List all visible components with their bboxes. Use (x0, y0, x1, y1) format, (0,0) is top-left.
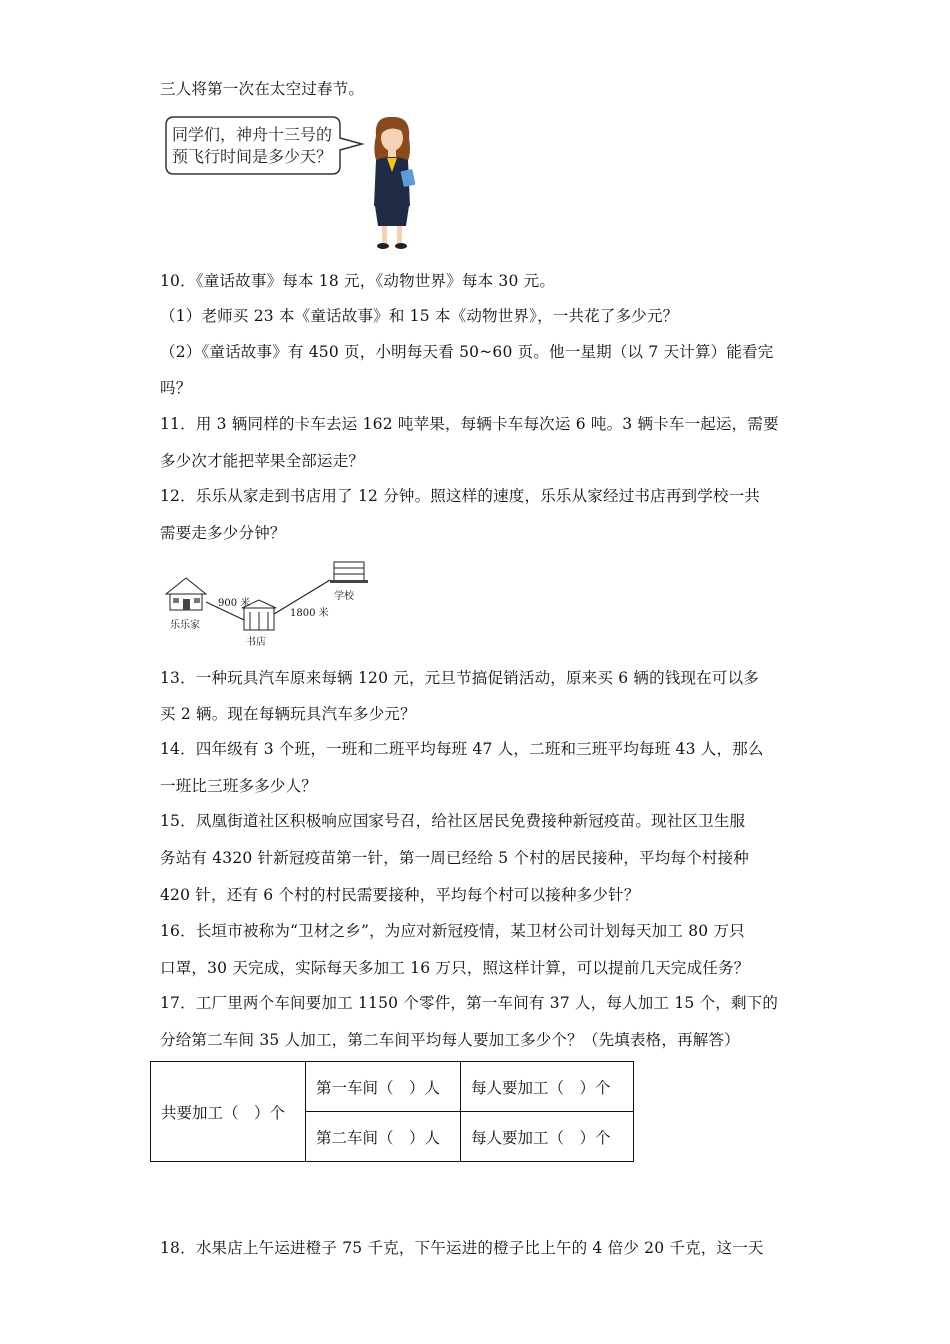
speech-bubble (164, 116, 374, 178)
q15-line1: 15．凤凰街道社区积极响应国家号召，给社区居民免费接种新冠疫苗。现社区卫生服 (160, 812, 746, 830)
q12-line2: 需要走多少分钟？ (160, 524, 286, 542)
q18-line1: 18．水果店上午运进橙子 75 千克，下午运进的橙子比上午的 4 倍少 20 千克，这一天 (160, 1239, 764, 1257)
route-map (164, 556, 374, 648)
fill-in-table (150, 1061, 634, 1162)
q16-line1: 16．长垣市被称为“卫材之乡”，为应对新冠疫情，某卫材公司计划每天加工 80 万只 (160, 922, 745, 940)
q17-line2: 分给第二车间 35 人加工，第二车间平均每人要加工多少个？（先填表格，再解答） (160, 1031, 740, 1049)
q17-line1: 17．工厂里两个车间要加工 1150 个零件，第一车间有 37 人，每人加工 15 个，剩下的 (160, 994, 779, 1012)
q10-part2-line1: （2）《童话故事》有 450 页，小明每天看 50~60 页。他一星期（以 7 天计算）能看完 (160, 343, 774, 361)
q13-line2: 买 2 辆。现在每辆玩具汽车多少元？ (160, 705, 416, 723)
home-icon (166, 578, 206, 610)
q14-line2: 一班比三班多多少人？ (160, 777, 318, 795)
table-workshop1-each-cell[interactable]: 每人要加工（ ）个 (461, 1062, 634, 1112)
table-workshop2-each-cell[interactable]: 每人要加工（ ）个 (461, 1112, 634, 1162)
home-label: 乐乐家 (170, 620, 200, 631)
q11-line2: 多少次才能把苹果全部运走？ (160, 452, 365, 470)
table-total-cell[interactable]: 共要加工（ ）个 (151, 1062, 306, 1162)
teacher-illustration (362, 114, 422, 252)
bookstore-label: 书店 (246, 637, 266, 648)
q14-line1: 14．四年级有 3 个班，一班和二班平均每班 47 人，二班和三班平均每班 43 人，那么 (160, 740, 764, 758)
q10-stem: 10．《童话故事》每本 18 元，《动物世界》每本 30 元。 (160, 272, 556, 290)
route-map-drawing (164, 556, 374, 648)
q10-part2-line2: 吗？ (160, 379, 192, 397)
q15-line2: 务站有 4320 针新冠疫苗第一针，第一周已经给 5 个村的居民接种，平均每个村接种 (160, 849, 749, 867)
table-workshop2-cell[interactable]: 第二车间（ ）人 (306, 1112, 461, 1162)
school-icon (330, 562, 368, 583)
bubble-line-1: 同学们，神舟十三号的 (172, 125, 333, 144)
q11-line1: 11．用 3 辆同样的卡车去运 162 吨苹果，每辆卡车每次运 6 吨。3 辆卡车一起运，需要 (160, 415, 779, 433)
q16-line2: 口罩，30 天完成，实际每天多加工 16 万只，照这样计算，可以提前几天完成任务？ (160, 959, 750, 977)
distance-2-label: 1800 米 (290, 608, 329, 619)
q10-part1: （1）老师买 23 本《童话故事》和 15 本《动物世界》，一共花了多少元？ (160, 307, 679, 325)
table-workshop1-cell[interactable]: 第一车间（ ）人 (306, 1062, 461, 1112)
distance-1-label: 900 米 (218, 598, 251, 609)
q13-line1: 13．一种玩具汽车原来每辆 120 元，元旦节搞促销活动，原来买 6 辆的钱现在可以多 (160, 669, 759, 687)
bubble-line-2: 预飞行时间是多少天？ (172, 147, 333, 166)
q12-line1: 12．乐乐从家走到书店用了 12 分钟。照这样的速度，乐乐从家经过书店再到学校一共 (160, 487, 761, 505)
school-label: 学校 (334, 591, 354, 602)
bubble-text (172, 124, 368, 168)
intro-line: 三人将第一次在太空过春节。 (160, 80, 365, 98)
q15-line3: 420 针，还有 6 个村的村民需要接种，平均每个村可以接种多少针？ (160, 886, 640, 904)
